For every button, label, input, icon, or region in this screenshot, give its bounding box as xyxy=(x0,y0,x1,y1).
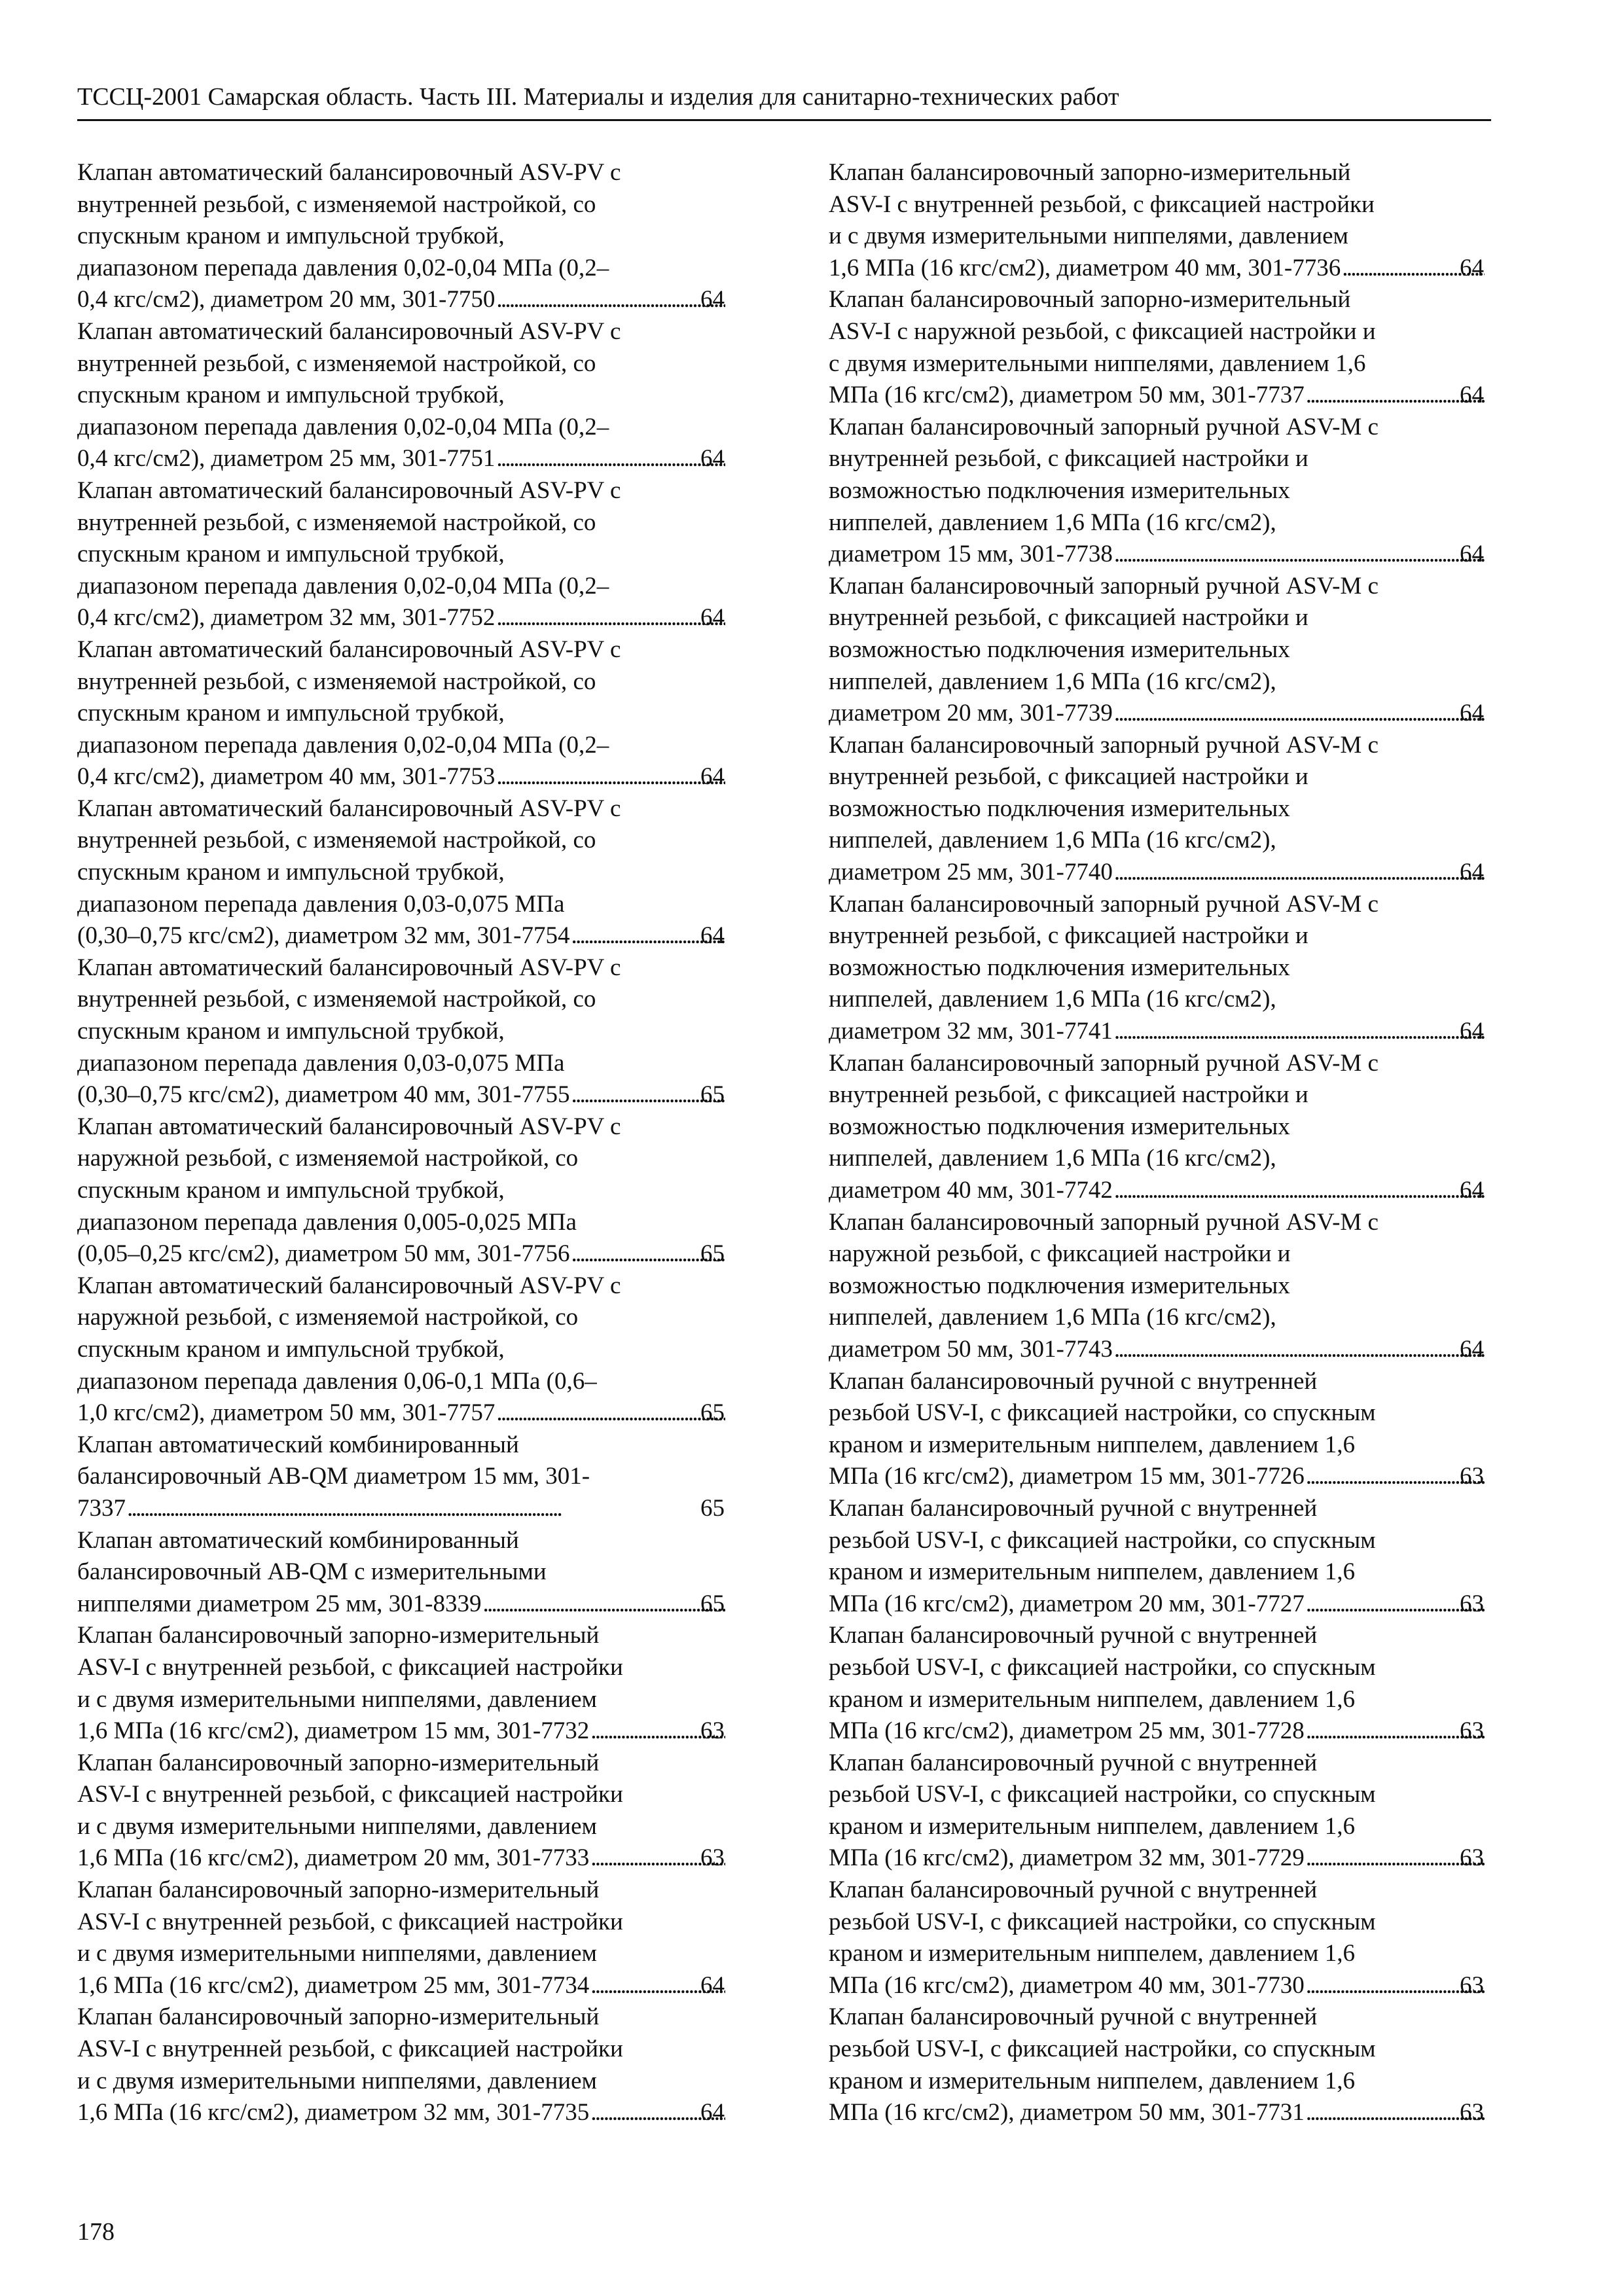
entry-text: МПа (16 кгс/см2), диаметром 32 мм, 301-7729 xyxy=(829,1844,1305,1872)
entry-line: Клапан балансировочный запорно-измерительный xyxy=(829,159,1351,186)
index-entry xyxy=(77,793,727,952)
entry-text: МПа (16 кгс/см2), диаметром 25 мм, 301-7728 xyxy=(829,1717,1305,1745)
entry-line: и с двумя измерительными ниппелями, давлением xyxy=(77,1940,597,1967)
entry-line: внутренней резьбой, с изменяемой настройкой, со xyxy=(77,668,596,695)
entry-text: ниппелями диаметром 25 мм, 301-8339 xyxy=(77,1590,482,1617)
entry-line: возможностью подключения измерительных xyxy=(829,1113,1290,1140)
entry-text: МПа (16 кгс/см2), диаметром 40 мм, 301-7730 xyxy=(829,1971,1305,1999)
entry-line: спускным краном и импульсной трубкой, xyxy=(77,859,505,886)
entry-last-line: ниппелями диаметром 25 мм, 301-8339 . . . 65 xyxy=(103,1588,727,1621)
entry-last-line: (0,30–0,75 кгс/см2), диаметром 32 мм, 301-7754 . . . 64 xyxy=(103,920,727,952)
entry-last-line: МПа (16 кгс/см2), диаметром 32 мм, 301-7729 . . . 63 xyxy=(855,1842,1486,1874)
entry-text: МПа (16 кгс/см2), диаметром 50 мм, 301-7731 xyxy=(829,2099,1305,2126)
entry-last-line: диаметром 40 мм, 301-7742 . . . 64 xyxy=(855,1175,1486,1207)
entry-text: 1,6 МПа (16 кгс/см2), диаметром 25 мм, 301-7734 xyxy=(77,1971,590,1999)
dot-leader xyxy=(1114,1016,1485,1048)
entry-line: диапазоном перепада давления 0,02-0,04 МПа (0,2– xyxy=(77,413,609,440)
entry-line: с двумя измерительными ниппелями, давлением 1,6 xyxy=(829,350,1366,377)
entry-line: наружной резьбой, с фиксацией настройки и xyxy=(829,1240,1291,1268)
entry-text: (0,30–0,75 кгс/см2), диаметром 40 мм, 301-7755 xyxy=(77,1081,570,1109)
entry-line: ASV-I с внутренней резьбой, с фиксацией настройки xyxy=(77,1908,623,1935)
index-entry xyxy=(77,1270,727,1429)
dot-leader xyxy=(127,1493,725,1525)
dot-leader xyxy=(1306,1588,1485,1621)
entry-last-line: (0,30–0,75 кгс/см2), диаметром 40 мм, 301-7755 . . . 65 xyxy=(103,1079,727,1111)
entry-line: диапазоном перепада давления 0,03-0,075 МПа xyxy=(77,1049,565,1077)
dot-leader xyxy=(496,602,725,634)
entry-line: Клапан автоматический комбинированный xyxy=(77,1431,519,1458)
entry-line: Клапан балансировочный запорный ручной ASV-M с xyxy=(829,1208,1379,1236)
entry-line: Клапан автоматический балансировочный ASV-PV с xyxy=(77,795,621,822)
dot-leader xyxy=(1114,539,1485,571)
index-entry xyxy=(77,157,727,316)
entry-line: внутренней резьбой, с изменяемой настройкой, со xyxy=(77,190,596,218)
entry-line: Клапан автоматический балансировочный ASV-PV с xyxy=(77,1272,621,1299)
entry-line: Клапан балансировочный запорный ручной ASV-M с xyxy=(829,572,1379,600)
entry-text: (0,05–0,25 кгс/см2), диаметром 50 мм, 301-7756 xyxy=(77,1240,570,1268)
entry-text: 0,4 кгс/см2), диаметром 25 мм, 301-7751 xyxy=(77,445,496,473)
index-column-left xyxy=(77,157,727,2129)
entry-line: внутренней резьбой, с изменяемой настройкой, со xyxy=(77,509,596,536)
entry-last-line: диаметром 15 мм, 301-7738 . . . 64 xyxy=(855,539,1486,571)
index-entry xyxy=(829,889,1486,1048)
entry-line: Клапан автоматический балансировочный ASV-PV с xyxy=(77,1113,621,1140)
entry-line: Клапан балансировочный запорный ручной ASV-M с xyxy=(829,1049,1379,1077)
entry-last-line: 1,6 МПа (16 кгс/см2), диаметром 40 мм, 301-7736 . . . 64 xyxy=(855,253,1486,285)
entry-text: МПа (16 кгс/см2), диаметром 20 мм, 301-7727 xyxy=(829,1590,1305,1617)
entry-text: диаметром 20 мм, 301-7739 xyxy=(829,700,1113,727)
entry-line: Клапан балансировочный запорно-измерительный xyxy=(77,1622,600,1649)
dot-leader xyxy=(1114,857,1485,889)
index-entry xyxy=(829,571,1486,730)
entry-last-line: 0,4 кгс/см2), диаметром 20 мм, 301-7750 . . . 64 xyxy=(103,284,727,316)
entry-line: Клапан балансировочный запорный ручной ASV-M с xyxy=(829,890,1379,918)
entry-line: внутренней резьбой, с изменяемой настройкой, со xyxy=(77,986,596,1013)
dot-leader xyxy=(1306,380,1485,412)
entry-line: Клапан балансировочный ручной с внутренней xyxy=(829,1622,1318,1649)
index-column-right xyxy=(829,157,1486,2129)
entry-text: 0,4 кгс/см2), диаметром 40 мм, 301-7753 xyxy=(77,763,496,791)
entry-line: диапазоном перепада давления 0,02-0,04 МПа (0,2– xyxy=(77,731,609,759)
entry-line: спускным краном и импульсной трубкой, xyxy=(77,541,505,568)
index-entry xyxy=(829,1874,1486,2001)
entry-line: ASV-I с внутренней резьбой, с фиксацией настройки xyxy=(77,2036,623,2063)
entry-line: диапазоном перепада давления 0,005-0,025 МПа xyxy=(77,1208,577,1236)
dot-leader xyxy=(1306,1842,1485,1874)
entry-last-line: МПа (16 кгс/см2), диаметром 25 мм, 301-7728 . . . 63 xyxy=(855,1715,1486,1748)
index-entry xyxy=(77,2001,727,2128)
entry-line: Клапан автоматический балансировочный ASV-PV с xyxy=(77,476,621,504)
index-entry xyxy=(829,1493,1486,1620)
entry-line: внутренней резьбой, с изменяемой настройкой, со xyxy=(77,827,596,854)
entry-line: ниппелей, давлением 1,6 МПа (16 кгс/см2), xyxy=(829,1145,1276,1172)
entry-last-line: 0,4 кгс/см2), диаметром 40 мм, 301-7753 . . . 64 xyxy=(103,761,727,793)
index-entry xyxy=(829,157,1486,284)
entry-last-line: МПа (16 кгс/см2), диаметром 40 мм, 301-7730 . . . 63 xyxy=(855,1970,1486,2002)
entry-line: Клапан балансировочный запорно-измерительный xyxy=(829,286,1351,314)
entry-line: диапазоном перепада давления 0,02-0,04 МПа (0,2– xyxy=(77,254,609,281)
entry-line: и с двумя измерительными ниппелями, давлением xyxy=(77,2067,597,2094)
entry-line: ASV-I с наружной резьбой, с фиксацией настройки и xyxy=(829,317,1376,345)
dot-leader xyxy=(1114,1175,1485,1207)
entry-line: и с двумя измерительными ниппелями, давлением xyxy=(77,1685,597,1713)
index-entry xyxy=(77,634,727,793)
index-entry xyxy=(77,475,727,634)
entry-line: ASV-I с внутренней резьбой, с фиксацией настройки xyxy=(77,1653,623,1681)
entry-line: внутренней резьбой, с фиксацией настройки и xyxy=(829,922,1308,950)
entry-text: 0,4 кгс/см2), диаметром 32 мм, 301-7752 xyxy=(77,604,496,632)
entry-line: ниппелей, давлением 1,6 МПа (16 кгс/см2), xyxy=(829,668,1276,695)
dot-leader xyxy=(1306,1461,1485,1493)
entry-line: резьбой USV-I, с фиксацией настройки, со спускным xyxy=(829,1399,1376,1427)
index-entry xyxy=(829,2001,1486,2128)
entry-last-line: 1,6 МПа (16 кгс/см2), диаметром 20 мм, 301-7733 . . . 63 xyxy=(103,1842,727,1874)
index-entry xyxy=(77,1748,727,1874)
index-entry xyxy=(829,1620,1486,1747)
index-entry xyxy=(77,1874,727,2001)
index-entry xyxy=(829,412,1486,571)
entry-line: ниппелей, давлением 1,6 МПа (16 кгс/см2), xyxy=(829,509,1276,536)
entry-line: спускным краном и импульсной трубкой, xyxy=(77,700,505,727)
dot-leader xyxy=(1306,1970,1485,2002)
entry-text: диаметром 40 мм, 301-7742 xyxy=(829,1177,1113,1204)
entry-last-line: МПа (16 кгс/см2), диаметром 50 мм, 301-7731 . . . 63 xyxy=(855,2097,1486,2129)
entry-line: возможностью подключения измерительных xyxy=(829,636,1290,663)
entry-line: краном и измерительным ниппелем, давлением 1,6 xyxy=(829,1685,1355,1713)
entry-line: диапазоном перепада давления 0,03-0,075 МПа xyxy=(77,890,565,918)
entry-line: Клапан балансировочный запорно-измерительный xyxy=(77,2003,600,2031)
entry-line: краном и измерительным ниппелем, давлением 1,6 xyxy=(829,2067,1355,2094)
entry-last-line: МПа (16 кгс/см2), диаметром 20 мм, 301-7727 . . . 63 xyxy=(855,1588,1486,1621)
entry-line: диапазоном перепада давления 0,02-0,04 МПа (0,2– xyxy=(77,572,609,600)
entry-line: диапазоном перепада давления 0,06-0,1 МПа (0,6– xyxy=(77,1367,597,1395)
entry-line: балансировочный AB-QM с измерительными xyxy=(77,1558,547,1586)
entry-line: внутренней резьбой, с изменяемой настройкой, со xyxy=(77,350,596,377)
entry-line: ниппелей, давлением 1,6 МПа (16 кгс/см2), xyxy=(829,827,1276,854)
entry-line: Клапан автоматический балансировочный ASV-PV с xyxy=(77,954,621,981)
entry-line: возможностью подключения измерительных xyxy=(829,476,1290,504)
entry-line: краном и измерительным ниппелем, давлением 1,6 xyxy=(829,1812,1355,1840)
entry-text: МПа (16 кгс/см2), диаметром 15 мм, 301-7726 xyxy=(829,1463,1305,1490)
index-entry xyxy=(77,952,727,1111)
entry-line: возможностью подключения измерительных xyxy=(829,1272,1290,1299)
entry-line: Клапан балансировочный запорный ручной ASV-M с xyxy=(829,413,1379,440)
index-entry xyxy=(77,1429,727,1525)
entry-text: 0,4 кгс/см2), диаметром 20 мм, 301-7750 xyxy=(77,286,496,314)
entry-last-line: МПа (16 кгс/см2), диаметром 15 мм, 301-7726 . . . 63 xyxy=(855,1461,1486,1493)
entry-line: ниппелей, давлением 1,6 МПа (16 кгс/см2), xyxy=(829,986,1276,1013)
dot-leader xyxy=(1306,1715,1485,1748)
entry-line: ASV-I с внутренней резьбой, с фиксацией настройки xyxy=(829,190,1375,218)
dot-leader xyxy=(496,1397,725,1429)
index-entry xyxy=(77,1525,727,1621)
entry-text: 1,6 МПа (16 кгс/см2), диаметром 40 мм, 301-7736 xyxy=(829,254,1341,281)
entry-last-line: 1,0 кгс/см2), диаметром 50 мм, 301-7757 . . . 65 xyxy=(103,1397,727,1429)
index-entry xyxy=(77,1620,727,1747)
entry-last-line: 1,6 МПа (16 кгс/см2), диаметром 15 мм, 301-7732 . . . 63 xyxy=(103,1715,727,1748)
entry-line: и с двумя измерительными ниппелями, давлением xyxy=(77,1812,597,1840)
entry-text: 7337 xyxy=(77,1494,126,1522)
entry-text: диаметром 25 мм, 301-7740 xyxy=(829,859,1113,886)
index-entry xyxy=(77,316,727,475)
entry-text: 1,6 МПа (16 кгс/см2), диаметром 15 мм, 301-7732 xyxy=(77,1717,590,1745)
entry-last-line: 0,4 кгс/см2), диаметром 25 мм, 301-7751 . . . 64 xyxy=(103,443,727,475)
dot-leader xyxy=(1114,1334,1485,1366)
entry-text: диаметром 15 мм, 301-7738 xyxy=(829,541,1113,568)
entry-line: резьбой USV-I, с фиксацией настройки, со спускным xyxy=(829,1781,1376,1808)
dot-leader xyxy=(1306,2097,1485,2129)
entry-line: спускным краном и импульсной трубкой, xyxy=(77,1177,505,1204)
entry-line: Клапан балансировочный ручной с внутренней xyxy=(829,1749,1318,1776)
entry-text: МПа (16 кгс/см2), диаметром 50 мм, 301-7737 xyxy=(829,382,1305,409)
entry-last-line: диаметром 50 мм, 301-7743 . . . 64 xyxy=(855,1334,1486,1366)
index-entry xyxy=(829,730,1486,889)
index-entry xyxy=(829,1366,1486,1493)
entry-line: внутренней резьбой, с фиксацией настройки и xyxy=(829,604,1308,632)
entry-line: Клапан балансировочный ручной с внутренней xyxy=(829,1367,1318,1395)
entry-text: 1,6 МПа (16 кгс/см2), диаметром 32 мм, 301-7735 xyxy=(77,2099,590,2126)
entry-line: возможностью подключения измерительных xyxy=(829,795,1290,822)
index-entry xyxy=(829,1748,1486,1874)
dot-leader xyxy=(496,761,725,793)
entry-line: внутренней резьбой, с фиксацией настройки и xyxy=(829,445,1308,473)
entry-line: балансировочный AB-QM диаметром 15 мм, 301- xyxy=(77,1463,590,1490)
entry-text: 1,6 МПа (16 кгс/см2), диаметром 20 мм, 301-7733 xyxy=(77,1844,590,1872)
entry-line: краном и измерительным ниппелем, давлением 1,6 xyxy=(829,1940,1355,1967)
entry-line: краном и измерительным ниппелем, давлением 1,6 xyxy=(829,1558,1355,1586)
entry-last-line: 7337 . . . 65 xyxy=(103,1493,727,1525)
entry-line: резьбой USV-I, с фиксацией настройки, со спускным xyxy=(829,1653,1376,1681)
entry-line: резьбой USV-I, с фиксацией настройки, со спускным xyxy=(829,1526,1376,1554)
entry-last-line: 1,6 МПа (16 кгс/см2), диаметром 25 мм, 301-7734 . . . 64 xyxy=(103,1970,727,2002)
entry-line: ASV-I с внутренней резьбой, с фиксацией настройки xyxy=(77,1781,623,1808)
entry-last-line: диаметром 32 мм, 301-7741 . . . 64 xyxy=(855,1016,1486,1048)
dot-leader xyxy=(1114,698,1485,730)
entry-last-line: (0,05–0,25 кгс/см2), диаметром 50 мм, 301-7756 . . . 65 xyxy=(103,1238,727,1270)
entry-line: Клапан балансировочный запорно-измерительный xyxy=(77,1749,600,1776)
entry-line: и с двумя измерительными ниппелями, давлением xyxy=(829,223,1348,250)
entry-line: внутренней резьбой, с фиксацией настройки и xyxy=(829,763,1308,791)
entry-last-line: диаметром 25 мм, 301-7740 . . . 64 xyxy=(855,857,1486,889)
entry-last-line: диаметром 20 мм, 301-7739 . . . 64 xyxy=(855,698,1486,730)
entry-line: внутренней резьбой, с фиксацией настройки и xyxy=(829,1081,1308,1109)
entry-text: (0,30–0,75 кгс/см2), диаметром 32 мм, 301-7754 xyxy=(77,922,570,950)
page-number: 178 xyxy=(77,2218,115,2246)
entry-last-line: МПа (16 кгс/см2), диаметром 50 мм, 301-7737 . . . 64 xyxy=(855,380,1486,412)
entry-line: наружной резьбой, с изменяемой настройкой, со xyxy=(77,1145,579,1172)
entry-line: Клапан балансировочный запорный ручной ASV-M с xyxy=(829,731,1379,759)
entry-text: 1,0 кгс/см2), диаметром 50 мм, 301-7757 xyxy=(77,1399,496,1427)
entry-line: резьбой USV-I, с фиксацией настройки, со спускным xyxy=(829,2036,1376,2063)
entry-line: Клапан автоматический балансировочный ASV-PV с xyxy=(77,636,621,663)
entry-last-line: 1,6 МПа (16 кгс/см2), диаметром 32 мм, 301-7735 . . . 64 xyxy=(103,2097,727,2129)
entry-line: Клапан балансировочный запорно-измерительный xyxy=(77,1876,600,1904)
index-entry xyxy=(829,1048,1486,1207)
running-header: ТССЦ-2001 Самарская область. Часть III. Материалы и изделия для санитарно-технических работ xyxy=(77,77,1491,121)
entry-line: спускным краном и импульсной трубкой, xyxy=(77,1335,505,1363)
index-entry xyxy=(829,284,1486,411)
entry-line: Клапан автоматический комбинированный xyxy=(77,1526,519,1554)
entry-line: Клапан балансировочный ручной с внутренней xyxy=(829,1876,1318,1904)
entry-text: диаметром 32 мм, 301-7741 xyxy=(829,1018,1113,1045)
entry-line: Клапан автоматический балансировочный ASV-PV с xyxy=(77,159,621,186)
entry-line: ниппелей, давлением 1,6 МПа (16 кгс/см2), xyxy=(829,1304,1276,1331)
dot-leader xyxy=(482,1588,725,1621)
entry-line: возможностью подключения измерительных xyxy=(829,954,1290,981)
entry-line: спускным краном и импульсной трубкой, xyxy=(77,1018,505,1045)
dot-leader xyxy=(496,284,725,316)
index-entry xyxy=(829,1207,1486,1366)
dot-leader xyxy=(496,443,725,475)
entry-text: диаметром 50 мм, 301-7743 xyxy=(829,1335,1113,1363)
entry-line: спускным краном и импульсной трубкой, xyxy=(77,223,505,250)
entry-last-line: 0,4 кгс/см2), диаметром 32 мм, 301-7752 . . . 64 xyxy=(103,602,727,634)
index-entry xyxy=(77,1111,727,1270)
entry-line: резьбой USV-I, с фиксацией настройки, со спускным xyxy=(829,1908,1376,1935)
entry-line: Клапан автоматический балансировочный ASV-PV с xyxy=(77,317,621,345)
entry-line: Клапан балансировочный ручной с внутренней xyxy=(829,1494,1318,1522)
entry-line: Клапан балансировочный ручной с внутренней xyxy=(829,2003,1318,2031)
entry-line: наружной резьбой, с изменяемой настройкой, со xyxy=(77,1304,579,1331)
entry-line: спускным краном и импульсной трубкой, xyxy=(77,382,505,409)
entry-line: краном и измерительным ниппелем, давлением 1,6 xyxy=(829,1431,1355,1458)
